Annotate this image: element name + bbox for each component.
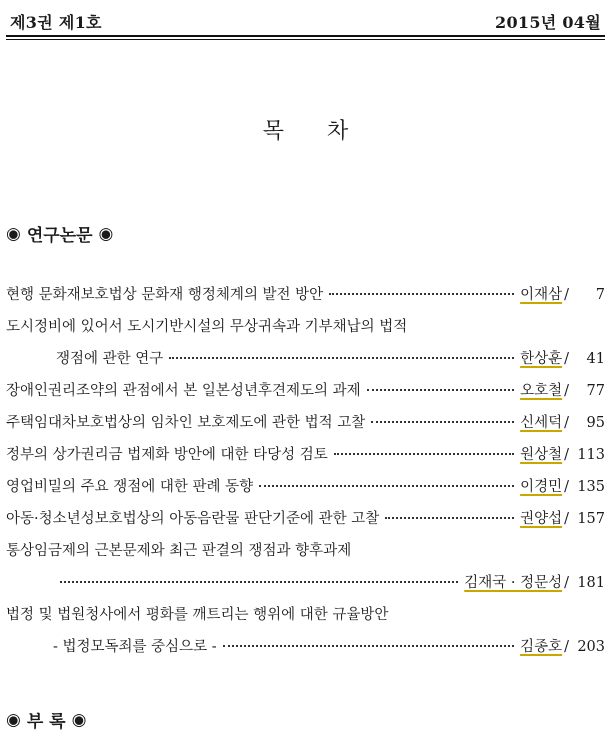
section-research-heading	[6, 221, 113, 246]
dot-leader	[371, 421, 514, 423]
toc-entry[interactable]	[6, 411, 605, 437]
entry-title: 영업비밀의 주요 쟁점에 대한 판례 동향	[6, 479, 254, 495]
volume-label: 제3권 제1호	[10, 13, 102, 32]
toc-entry[interactable]	[6, 379, 605, 405]
header-rule-thick	[6, 35, 605, 37]
entry-title-continued: 쟁점에 관한 연구	[56, 351, 164, 367]
entry-author: 김재국 · 정문성	[464, 575, 563, 591]
bullet-icon: ◉	[71, 709, 87, 730]
toc-entry[interactable]	[6, 507, 605, 533]
entry-title: 주택임대차보호법상의 임차인 보호제도에 관한 법적 고찰	[6, 415, 366, 431]
bullet-icon: ◉	[6, 223, 21, 244]
toc-entry[interactable]	[6, 283, 605, 309]
entry-author: 이경민	[520, 479, 563, 495]
entry-author: 이재삼	[520, 287, 563, 303]
toc-entry-title-line[interactable]	[6, 603, 605, 629]
toc-entry[interactable]	[6, 635, 605, 661]
entry-page: 7	[595, 287, 605, 303]
toc-entry-title-line[interactable]	[6, 315, 605, 341]
toc-entry[interactable]	[6, 475, 605, 501]
separator: /	[564, 511, 569, 527]
dot-leader	[334, 453, 514, 455]
separator: /	[564, 447, 569, 463]
entry-author: 신세덕	[520, 415, 563, 431]
entry-title: 통상임금제의 근본문제와 최근 판결의 쟁점과 향후과제	[6, 543, 352, 559]
section-title: 연구논문	[26, 226, 93, 246]
issue-date: 2015년 04월	[495, 13, 601, 32]
entry-author: 오호철	[520, 383, 563, 399]
toc-entry[interactable]	[6, 571, 605, 597]
dot-leader	[385, 517, 514, 519]
toc-entry[interactable]	[6, 347, 605, 373]
entry-page: 77	[586, 383, 605, 399]
entry-title: 법정 및 법원청사에서 평화를 깨트리는 행위에 대한 규율방안	[6, 607, 389, 623]
entry-page: 113	[577, 447, 605, 463]
dot-leader	[223, 645, 514, 647]
dot-leader	[259, 485, 514, 487]
entry-page: 95	[586, 415, 605, 431]
separator: /	[564, 351, 569, 367]
separator: /	[564, 287, 569, 303]
separator: /	[564, 479, 569, 495]
toc-entry[interactable]	[6, 443, 605, 469]
entry-title: 도시정비에 있어서 도시기반시설의 무상귀속과 기부채납의 법적	[6, 319, 408, 335]
entry-title: 아동·청소년성보호법상의 아동음란물 판단기준에 관한 고찰	[6, 511, 380, 527]
entry-author: 김종호	[520, 639, 563, 655]
entry-page: 135	[577, 479, 605, 495]
bullet-icon: ◉	[98, 223, 114, 244]
entry-title: 장애인권리조약의 관점에서 본 일본성년후견제도의 과제	[6, 383, 361, 399]
separator: /	[564, 383, 569, 399]
entry-page: 181	[577, 575, 605, 591]
dot-leader	[169, 357, 514, 359]
section-title: 부 록	[26, 712, 66, 732]
toc-entry-title-line[interactable]	[6, 539, 605, 565]
entry-subtitle: - 법정모독죄를 중심으로 -	[53, 639, 217, 655]
dot-leader	[60, 581, 458, 583]
entry-page: 41	[586, 351, 605, 367]
entry-page: 157	[577, 511, 605, 527]
separator: /	[564, 639, 569, 655]
bullet-icon: ◉	[6, 709, 21, 730]
header-rule-thin	[6, 39, 605, 40]
journal-header	[6, 6, 605, 32]
section-appendix-heading	[6, 707, 86, 732]
separator: /	[564, 575, 569, 591]
dot-leader	[367, 389, 514, 391]
entry-author: 원상철	[520, 447, 563, 463]
entry-title: 현행 문화재보호법상 문화재 행정체계의 발전 방안	[6, 287, 324, 303]
entry-title: 정부의 상가권리금 법제화 방안에 대한 타당성 검토	[6, 447, 328, 463]
separator: /	[564, 415, 569, 431]
entry-author: 권양섭	[520, 511, 563, 527]
entry-page: 203	[577, 639, 605, 655]
toc-title: 목 차	[262, 119, 367, 144]
dot-leader	[329, 293, 514, 295]
entry-author: 한상훈	[520, 351, 563, 367]
